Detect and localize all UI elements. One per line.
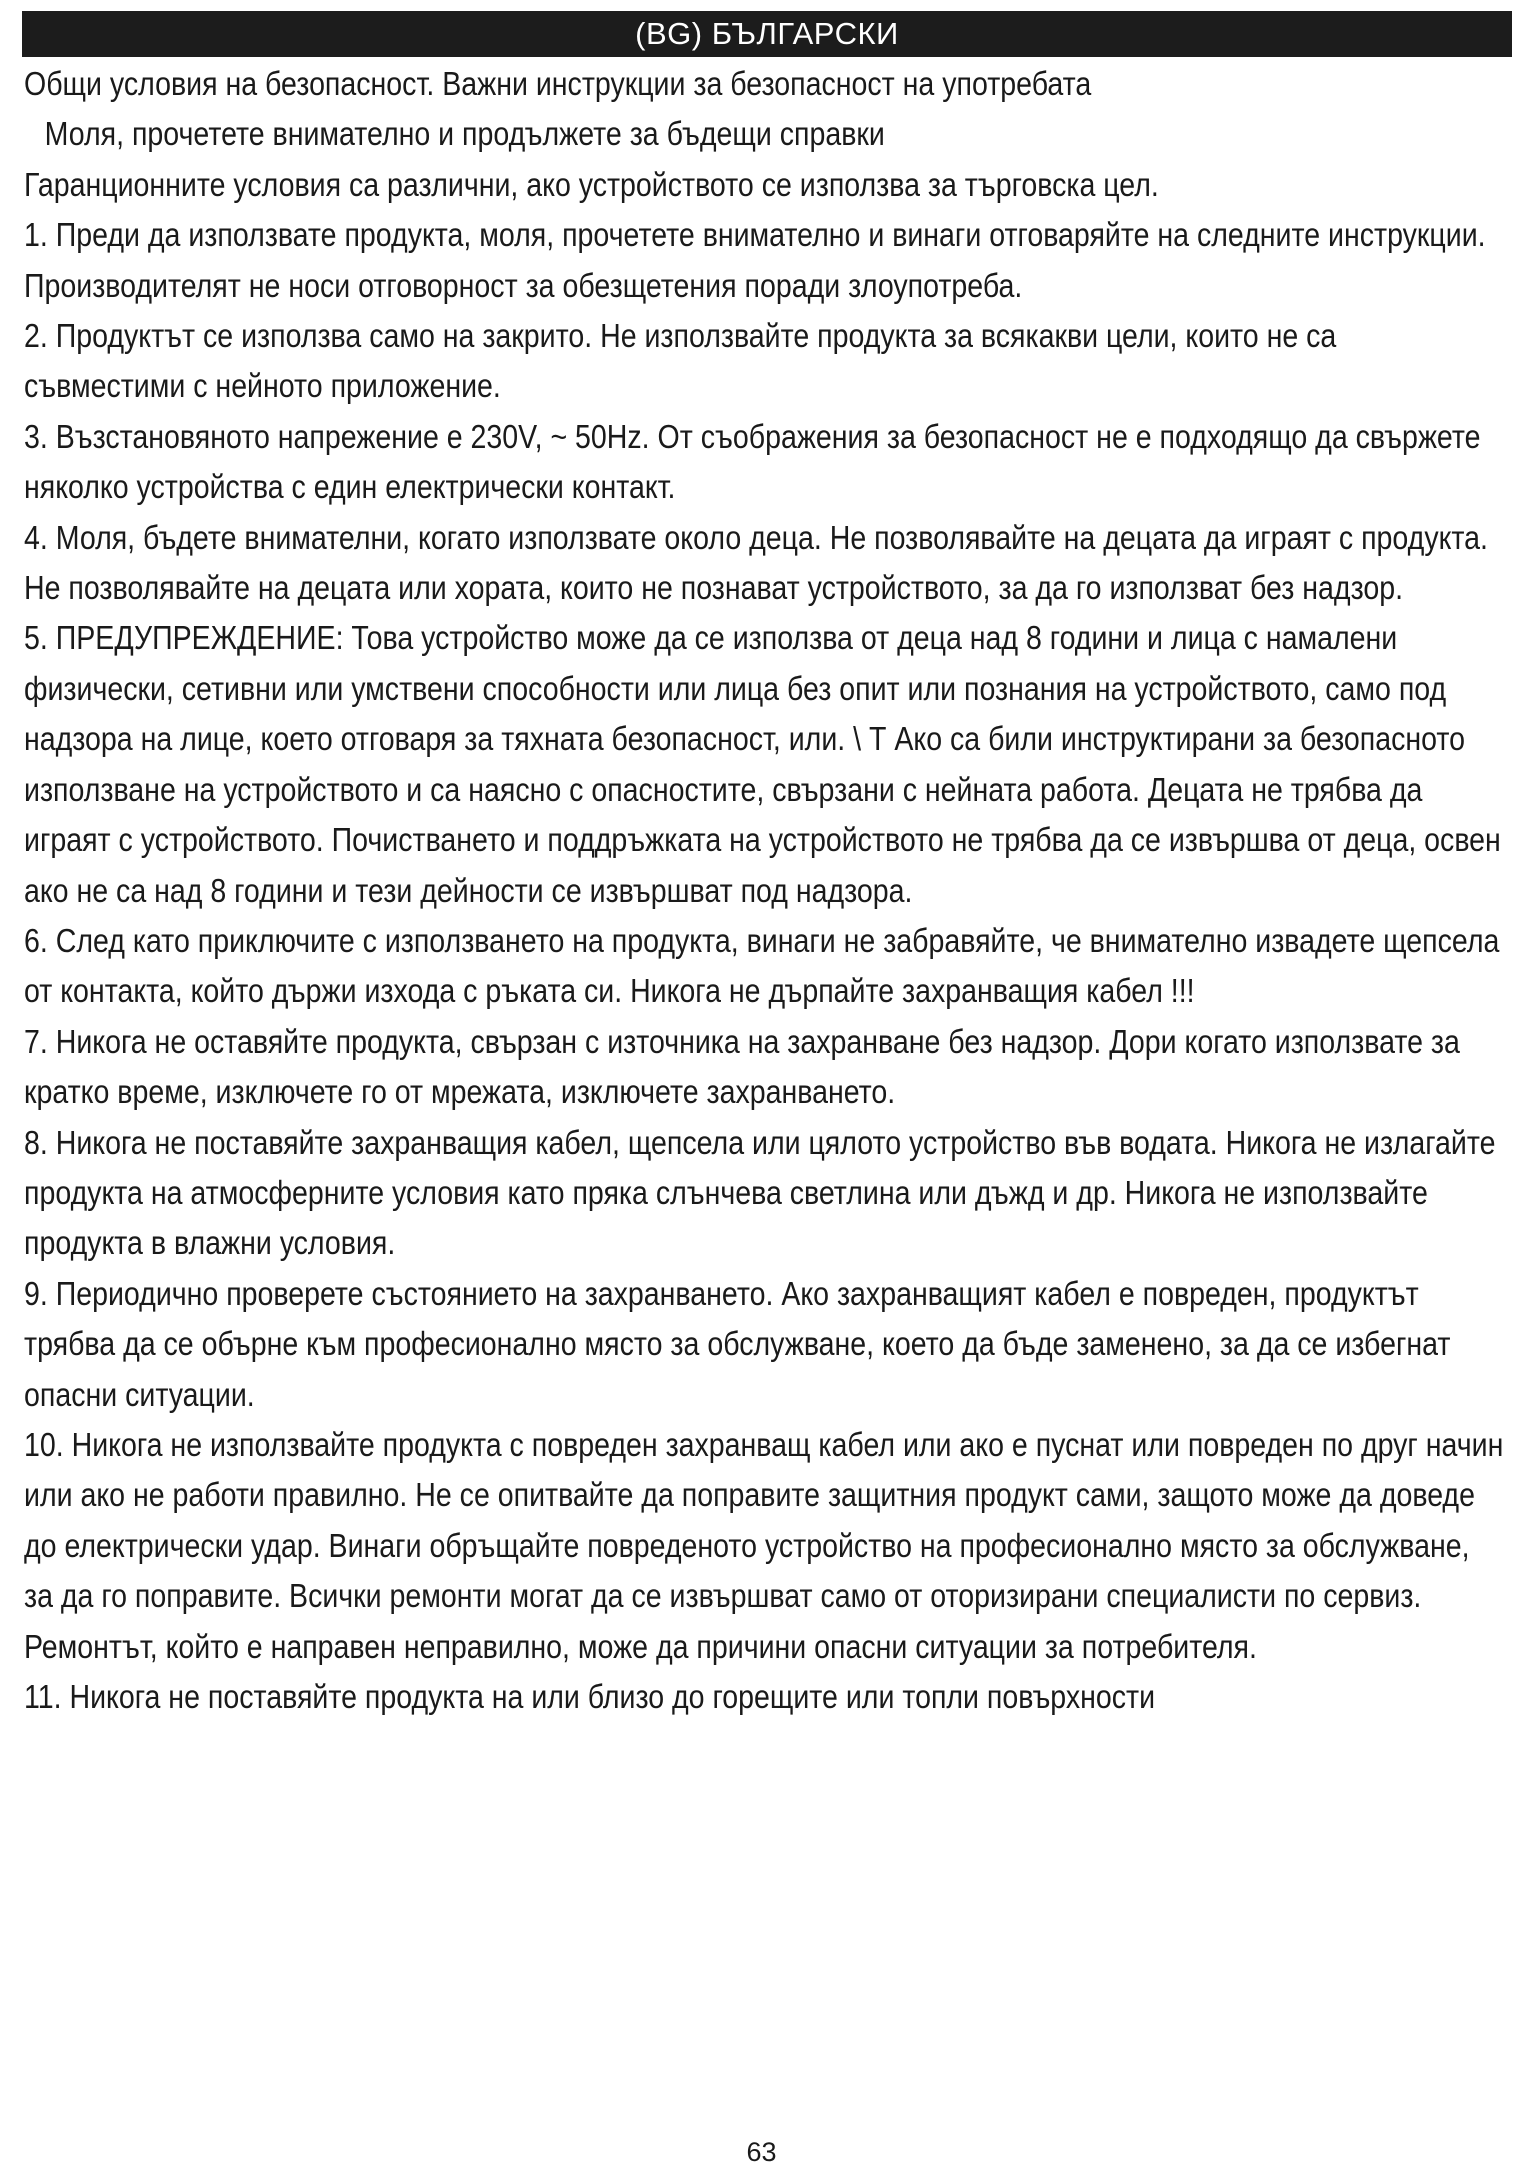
instruction-item: 3. Възстановяното напрежение е 230V, ~ 50Hz. От съображения за безопасност не е подходящо да свържете няколко устройства с един електрически контакт.: [24, 418, 1481, 507]
instruction-item: 8. Никога не поставяйте захранващия кабел, щепсела или цялото устройство във водата. Никога не излагайте продукта на атмосферните условия като пряка слънчева светлина или дъжд и др. Никога не използвайте продукта в влажни условия.: [24, 1124, 1496, 1263]
intro-line: Моля, прочетете внимателно и продължете за бъдещи справки: [44, 116, 885, 154]
intro-line: Гаранционните условия са различни, ако устройството се използва за търговска цел.: [24, 166, 1159, 204]
page-number: 63: [746, 2137, 777, 2167]
instruction-item: 10. Никога не използвайте продукта с повреден захранващ кабел или ако е пуснат или повреден по друг начин или ако не работи правилно. Не се опитвайте да поправите защитния продукт сами, защото може да доведе до електрически удар. Винаги обръщайте повреденото устройство на професионално място за обслужване, за да го поправите. Всички ремонти могат да се извършват само от оторизирани специалисти по сервиз. Ремонтът, който е направен неправилно, може да причини опасни ситуации за потребителя.: [24, 1426, 1504, 1666]
safety-instructions-text: [24, 60, 1504, 1723]
instruction-item: 9. Периодично проверете състоянието на захранването. Ако захранващият кабел е повреден, продуктът трябва да се обърне към професионално място за обслужване, което да бъде заменено, за да се избегнат опасни ситуации.: [24, 1275, 1451, 1414]
language-header-title: (BG) БЪЛГАРСКИ: [635, 16, 899, 51]
language-header: [22, 11, 1512, 57]
instruction-item: 5. ПРЕДУПРЕЖДЕНИЕ: Това устройство може да се използва от деца над 8 години и лица с намалени физически, сетивни или умствени способности или лица без опит или познания на устройството, само под надзора на лице, което отговаря за тяхната безопасност, или. \ Т Ако са били инструктирани за безопасното използване на устройството и са наясно с опасностите, свързани с нейната работа. Децата не трябва да играят с устройството. Почистването и поддръжката на устройството не трябва да се извършва от деца, освен ако не са над 8 години и тези дейности се извършват под надзора.: [24, 620, 1501, 910]
instruction-item: 11. Никога не поставяйте продукта на или близо до горещите или топли повърхности: [24, 1679, 1156, 1716]
instruction-item: 6. След като приключите с използването на продукта, винаги не забравяйте, че внимателно извадете щепсела от контакта, който държи изхода с ръката си. Никога не дърпайте захранващия кабел !!!: [24, 922, 1500, 1011]
intro-line: Общи условия на безопасност. Важни инструкции за безопасност на употребата: [24, 66, 1092, 103]
instruction-item: 4. Моля, бъдете внимателни, когато използвате около деца. Не позволявайте на децата да играят с продукта. Не позволявайте на децата или хората, които не познават устройството, за да го използват без надзор.: [24, 519, 1488, 608]
instruction-item: 2. Продуктът се използва само на закрито. Не използвайте продукта за всякакви цели, които не са съвместими с нейното приложение.: [24, 318, 1337, 406]
instruction-item: 1. Преди да използвате продукта, моля, прочетете внимателно и винаги отговаряйте на следните инструкции. Производителят не носи отговорност за обезщетения поради злоупотреба.: [24, 217, 1486, 305]
instruction-item: 7. Никога не оставяйте продукта, свързан с източника на захранване без надзор. Дори когато използвате за кратко време, изключете го от мрежата, изключете захранването.: [24, 1023, 1460, 1112]
